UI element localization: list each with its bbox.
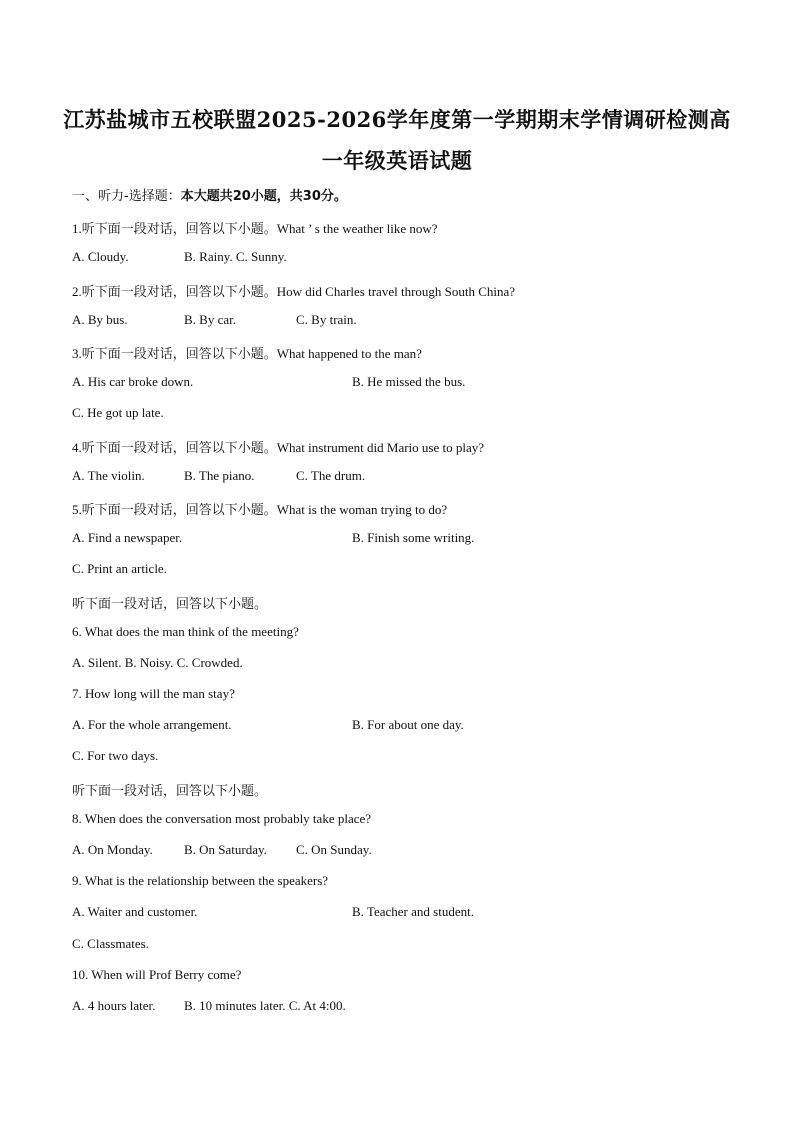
q2-option-b: B. By car.	[184, 312, 236, 327]
question-instruction: 听下面一段对话，回答以下小题。	[81, 503, 277, 518]
q5-option-c: C. Print an article.	[72, 561, 167, 576]
question-text: How did Charles travel through South China?	[276, 284, 516, 299]
q3-option-c: C. He got up late.	[72, 405, 164, 420]
group-instruction-2: 听下面一段对话，回答以下小题。	[72, 784, 268, 799]
section-prefix: 一、听力-选择题：	[72, 189, 181, 204]
q8-option-b: B. On Saturday.	[184, 842, 267, 857]
question-instruction: 听下面一段对话，回答以下小题。	[81, 347, 277, 362]
q3-option-a: A. His car broke down.	[72, 374, 194, 389]
question-number: 4.	[72, 440, 82, 455]
q3-option-b: B. He missed the bus.	[352, 374, 466, 389]
question-2	[72, 281, 515, 300]
q7-option-a: A. For the whole arrangement.	[72, 717, 232, 732]
q2-option-a: A. By bus.	[72, 312, 128, 327]
question-number: 1.	[72, 221, 82, 236]
q10-option-bc: B. 10 minutes later. C. At 4:00.	[184, 998, 346, 1013]
question-10: 10. When will Prof Berry come?	[72, 967, 242, 982]
q5-option-a: A. Find a newspaper.	[72, 530, 183, 545]
question-text: What instrument did Mario use to play?	[276, 440, 484, 455]
question-7: 7. How long will the man stay?	[72, 686, 235, 701]
q9-option-a: A. Waiter and customer.	[72, 904, 198, 919]
q4-option-a: A. The violin.	[72, 468, 145, 483]
question-4	[72, 437, 484, 456]
question-8: 8. When does the conversation most probably take place?	[72, 811, 372, 826]
q2-option-c: C. By train.	[296, 312, 357, 327]
question-number: 2.	[72, 284, 82, 299]
question-5	[72, 499, 447, 518]
q5-option-b: B. Finish some writing.	[352, 530, 475, 545]
exam-title-line1: 江苏盐城市五校联盟2025-2026学年度第一学期期末学情调研检测高	[63, 107, 731, 132]
section-info: 本大题共20小题，共30分。	[180, 189, 347, 204]
question-number: 3.	[72, 346, 82, 361]
q7-option-c: C. For two days.	[72, 748, 159, 763]
section-heading	[72, 185, 347, 204]
question-text: What is the woman trying to do?	[276, 502, 448, 517]
question-3	[72, 343, 422, 362]
q9-option-b: B. Teacher and student.	[352, 904, 474, 919]
question-number: 5.	[72, 502, 82, 517]
question-9: 9. What is the relationship between the speakers?	[72, 873, 329, 888]
question-instruction: 听下面一段对话，回答以下小题。	[81, 222, 277, 237]
question-text: What ’ s the weather like now?	[276, 221, 438, 236]
q1-option-a: A. Cloudy.	[72, 249, 129, 264]
q8-option-a: A. On Monday.	[72, 842, 153, 857]
q4-option-c: C. The drum.	[296, 468, 366, 483]
question-6: 6. What does the man think of the meeting?	[72, 624, 299, 639]
q1-option-bc: B. Rainy. C. Sunny.	[184, 249, 287, 264]
exam-title-line2: 一年级英语试题	[321, 148, 473, 173]
q9-option-c: C. Classmates.	[72, 936, 149, 951]
group-instruction-1: 听下面一段对话，回答以下小题。	[72, 597, 268, 612]
q8-option-c: C. On Sunday.	[296, 842, 372, 857]
q4-option-b: B. The piano.	[184, 468, 255, 483]
question-instruction: 听下面一段对话，回答以下小题。	[81, 285, 277, 300]
q6-options: A. Silent. B. Noisy. C. Crowded.	[72, 655, 243, 670]
question-1	[72, 218, 438, 237]
q7-option-b: B. For about one day.	[352, 717, 464, 732]
question-instruction: 听下面一段对话，回答以下小题。	[81, 441, 277, 456]
q10-option-a: A. 4 hours later.	[72, 998, 156, 1013]
question-text: What happened to the man?	[276, 346, 422, 361]
